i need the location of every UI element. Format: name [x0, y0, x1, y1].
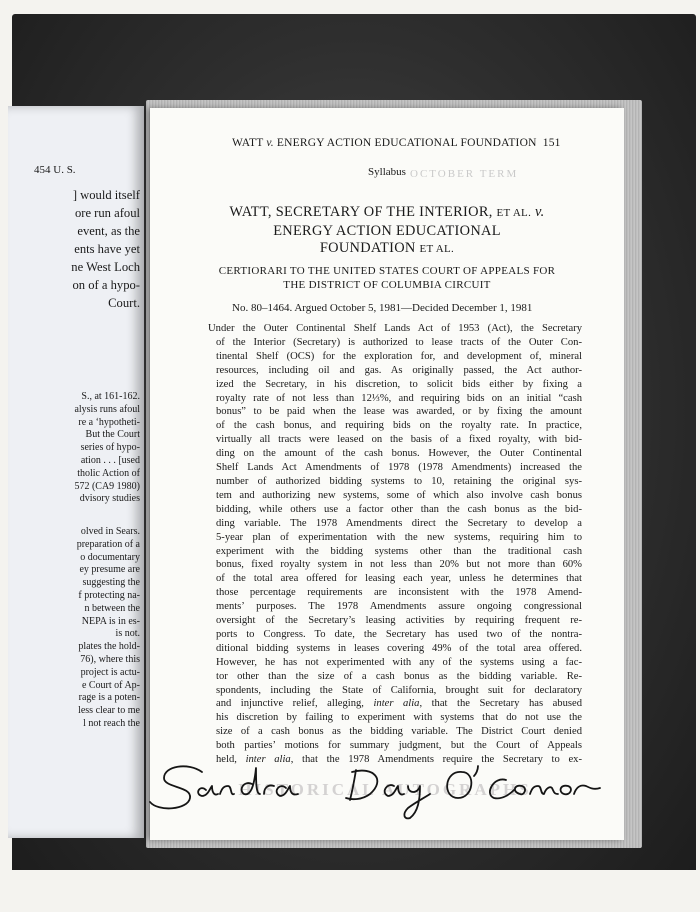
watermark: HISTORICAL AUTOGRAPHS [238, 780, 532, 799]
syllabus-line: ding variable. The 1978 Amendments direct the Secretary to develop a [216, 517, 582, 529]
certiorari [150, 264, 624, 292]
running-head-post: ENERGY ACTION EDUCATIONAL FOUNDATION [273, 137, 537, 149]
left-text-line: project is actu- [80, 666, 140, 678]
syllabus-line: size of a cash bonus as the bidding variable. The District Court denied [216, 726, 582, 738]
left-text-line: NEPA is in es- [81, 615, 140, 627]
case-title [150, 204, 624, 259]
left-text-line: S., at 161-162. [81, 391, 140, 402]
left-text-line: But the Court [85, 429, 140, 441]
left-line-court: Court. [108, 296, 140, 310]
syllabus-line: bonus” to be paid when the lease was awarded, or by fixing the amount [216, 406, 582, 418]
syllabus-line: tinental Shelf (OCS) for the exploration for, and development of, mineral [216, 350, 582, 362]
case-title-etal-2: ET AL. [419, 243, 455, 255]
running-head-v: v. [266, 137, 274, 149]
case-title-v: v. [535, 204, 545, 220]
syllabus-line: tor other than the size of a cash bonus as the bidding variable. Re- [216, 670, 582, 682]
section-label: Syllabus [368, 166, 406, 178]
certiorari-line-1: CERTIORARI TO THE UNITED STATES COURT OF APPEALS FOR [218, 265, 556, 277]
syllabus-line: virtually all tracts were leased on the basis of a fixed royalty, with bid- [216, 434, 582, 446]
running-head-pre: WATT [232, 137, 267, 149]
left-text-line: dvisory studies [79, 493, 140, 505]
syllabus-line: those percentage requirements are inconsistent with the 1978 Amend- [216, 587, 582, 599]
signature [140, 750, 610, 820]
certiorari-line-2: THE DISTRICT OF COLUMBIA CIRCUIT [283, 279, 491, 291]
syllabus-line: held, inter alia, that the 1978 Amendments require the Secretary to ex- [216, 754, 582, 766]
syllabus-line: bonus, fixed royalty system in not less than 20% but not more than 60% [216, 559, 582, 571]
running-head [232, 137, 561, 149]
left-text-line: n between the [84, 602, 140, 614]
left-text-line: 572 (CA9 1980) [74, 480, 140, 492]
left-text-line: o documentary [80, 551, 140, 563]
syllabus-line: ditional bidding systems in leases covering 49% of the total area offered. [216, 642, 582, 654]
left-text-line: l not reach the [83, 718, 140, 729]
syllabus-line: tem and authorizing new systems, some of which also involve cash bonus [216, 489, 582, 501]
left-text-line: event, as the [77, 224, 140, 238]
case-title-line-3: FOUNDATION [319, 240, 416, 256]
left-text-line: ore run afoul [74, 206, 140, 220]
syllabus-line: and injunctive relief, alleging, inter alia, that the Secretary has abused [216, 698, 582, 710]
left-text-line: on of a hypo- [72, 278, 140, 292]
syllabus-line: resources, including oil and gas. As originally passed, the Act author- [216, 364, 582, 376]
syllabus-line: ments’ purposes. The 1978 Amendments assure ongoing congressional [216, 601, 582, 613]
page-number: 151 [542, 137, 561, 149]
syllabus-line: both parties’ motions for summary judgment, but the Court of Appeals [216, 740, 582, 752]
syllabus-line: 5-year plan of experimentation with the new systems, requiring him to [216, 531, 582, 543]
left-text-line: is not. [115, 628, 140, 640]
syllabus-line: ding on the amount of the cash bonus. However, the Outer Continental [216, 448, 582, 460]
left-text-line: ne West Loch [71, 260, 140, 274]
syllabus-line: bidding, while others use a factor other than the cash bonus as the bid- [216, 503, 582, 515]
left-text-line: suggesting the [82, 577, 140, 589]
left-text-line: alysis runs afoul [74, 403, 140, 415]
left-text-line: ents have yet [74, 242, 140, 256]
syllabus-line: of the Interior (Secretary) is authorized to lease tracts of the Outer Con- [216, 336, 582, 348]
left-text-line: less clear to me [78, 705, 140, 717]
left-text-line: ] would itself [72, 188, 140, 202]
syllabus-line: of the cash bonus, and requiring bids on the royalty rate. In practice, [216, 420, 582, 432]
left-text-line: ey presume are [79, 564, 140, 576]
left-text-line: re a ‘hypotheti- [78, 416, 140, 428]
syllabus-line: Shelf Lands Act Amendments of 1978 (1978 Amendments) increased the [216, 462, 582, 474]
syllabus-line: of the total area offered for leasing each year, unless he determines that [216, 573, 582, 585]
syllabus-line: Under the Outer Continental Shelf Lands Act of 1953 (Act), the Secretary [208, 323, 582, 334]
syllabus-line: his discretion by failing to experiment with systems that do not use the [216, 712, 582, 724]
syllabus-line: However, he has not experimented with any of the systems using a fac- [216, 656, 582, 668]
left-page-header: 454 U. S. [34, 164, 76, 176]
left-text-line: e Court of Ap- [81, 679, 140, 691]
left-text-line: f protecting na- [78, 590, 140, 601]
left-text-line: 76), where this [80, 654, 140, 665]
scan-margin-bottom [0, 870, 700, 912]
syllabus-line: experiment with the bidding systems other than the traditional cash [216, 545, 582, 557]
left-page [8, 106, 144, 838]
syllabus-line: royalty rate of not less than 12⅓%, and requiring bids on an initial “cash [216, 392, 582, 404]
syllabus-line: ized the Secretary, in his discretion, to solicit bids either by fixing a [216, 378, 582, 390]
docket-line: No. 80–1464. Argued October 5, 1981—Decided December 1, 1981 [232, 302, 533, 314]
left-text-line: rage is a poten- [78, 692, 140, 704]
case-title-line-2: ENERGY ACTION EDUCATIONAL [273, 222, 501, 239]
left-text-line: series of hypo- [80, 442, 140, 454]
left-text-line: tholic Action of [77, 467, 140, 479]
syllabus-text [208, 322, 582, 767]
syllabus-line: number of authorized bidding systems to 10, retaining the original sys- [216, 475, 582, 487]
case-title-etal-1: ET AL. [496, 207, 532, 219]
left-text-line: plates the hold- [78, 641, 140, 653]
case-title-main: WATT, SECRETARY OF THE INTERIOR, [229, 204, 493, 220]
syllabus-line: oversight of the Secretary’s leasing activities by requiring frequent re- [216, 615, 582, 627]
left-text-line: preparation of a [76, 538, 140, 550]
syllabus-line: spondents, including the State of California, brought suit for declaratory [216, 684, 582, 696]
show-through-text: OCTOBER TERM [410, 168, 519, 180]
syllabus-line: ports to Congress. To date, the Secretary has used two of the nontra- [216, 628, 582, 640]
left-text-line: ation . . . [used [80, 455, 140, 466]
left-text-line: olved in Sears. [80, 526, 140, 537]
